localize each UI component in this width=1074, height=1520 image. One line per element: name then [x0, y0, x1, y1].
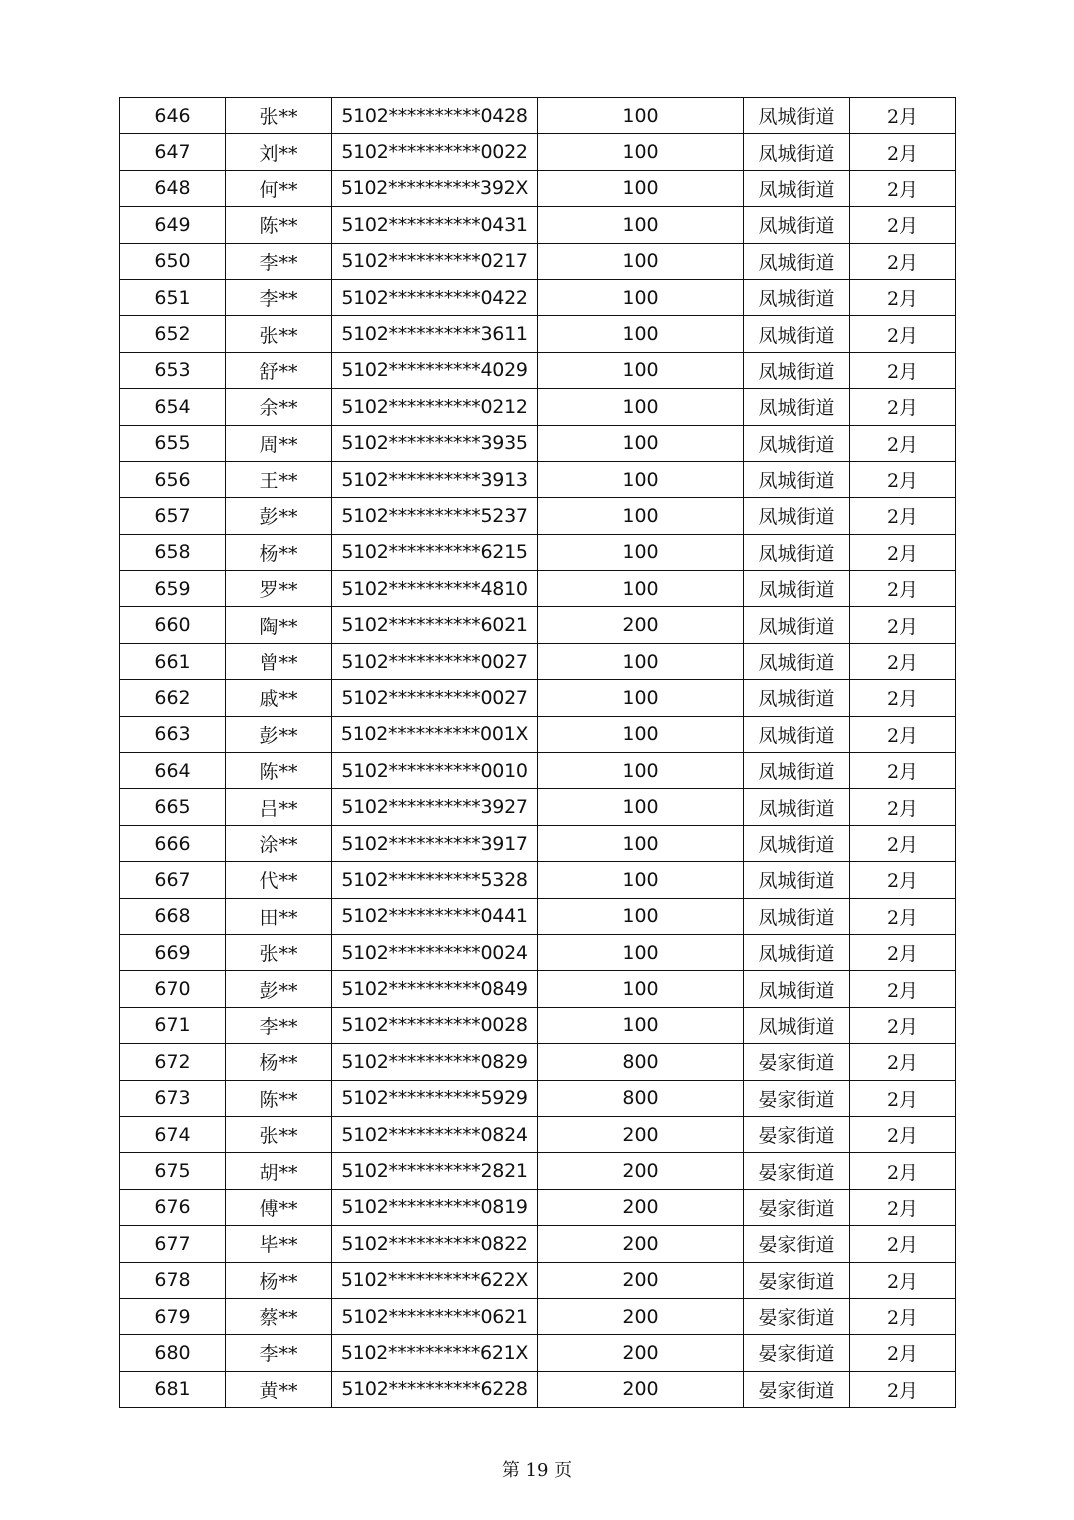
table-row	[120, 498, 956, 534]
cell-month: 2月	[850, 1298, 956, 1334]
cell-name: 罗**	[226, 571, 332, 607]
cell-id-number: 5102**********0422	[332, 279, 538, 315]
cell-street: 凤城街道	[744, 716, 850, 752]
table-row	[120, 170, 956, 206]
cell-street: 凤城街道	[744, 898, 850, 934]
cell-id-number: 5102**********0829	[332, 1044, 538, 1080]
cell-name: 杨**	[226, 1044, 332, 1080]
cell-name: 张**	[226, 98, 332, 134]
cell-number: 662	[120, 680, 226, 716]
table-row	[120, 1335, 956, 1371]
cell-street: 凤城街道	[744, 98, 850, 134]
cell-street: 凤城街道	[744, 389, 850, 425]
cell-id-number: 5102**********3935	[332, 425, 538, 461]
table-row	[120, 316, 956, 352]
cell-amount: 100	[538, 243, 744, 279]
cell-name: 黄**	[226, 1371, 332, 1407]
cell-id-number: 5102**********0849	[332, 971, 538, 1007]
cell-street: 凤城街道	[744, 134, 850, 170]
table-row	[120, 862, 956, 898]
cell-name: 余**	[226, 389, 332, 425]
cell-number: 670	[120, 971, 226, 1007]
table-row	[120, 1371, 956, 1407]
cell-id-number: 5102**********621X	[332, 1335, 538, 1371]
cell-id-number: 5102**********0441	[332, 898, 538, 934]
cell-month: 2月	[850, 98, 956, 134]
cell-number: 675	[120, 1153, 226, 1189]
cell-id-number: 5102**********6021	[332, 607, 538, 643]
cell-month: 2月	[850, 753, 956, 789]
table-row	[120, 98, 956, 134]
cell-id-number: 5102**********0212	[332, 389, 538, 425]
cell-street: 晏家街道	[744, 1262, 850, 1298]
cell-amount: 100	[538, 98, 744, 134]
cell-name: 彭**	[226, 716, 332, 752]
cell-number: 648	[120, 170, 226, 206]
subsidy-table	[119, 97, 956, 1408]
cell-month: 2月	[850, 207, 956, 243]
cell-amount: 100	[538, 643, 744, 679]
cell-amount: 100	[538, 498, 744, 534]
cell-month: 2月	[850, 1116, 956, 1152]
cell-amount: 100	[538, 898, 744, 934]
cell-amount: 200	[538, 607, 744, 643]
table-row	[120, 134, 956, 170]
table-row	[120, 571, 956, 607]
cell-month: 2月	[850, 680, 956, 716]
table-row	[120, 1080, 956, 1116]
cell-amount: 800	[538, 1080, 744, 1116]
cell-number: 673	[120, 1080, 226, 1116]
cell-month: 2月	[850, 571, 956, 607]
cell-id-number: 5102**********3913	[332, 461, 538, 497]
cell-id-number: 5102**********392X	[332, 170, 538, 206]
cell-id-number: 5102**********0819	[332, 1189, 538, 1225]
cell-name: 曾**	[226, 643, 332, 679]
table-row	[120, 1153, 956, 1189]
cell-month: 2月	[850, 461, 956, 497]
cell-number: 677	[120, 1226, 226, 1262]
cell-id-number: 5102**********5237	[332, 498, 538, 534]
cell-number: 664	[120, 753, 226, 789]
cell-month: 2月	[850, 1371, 956, 1407]
cell-name: 张**	[226, 316, 332, 352]
cell-id-number: 5102**********0022	[332, 134, 538, 170]
cell-number: 650	[120, 243, 226, 279]
cell-street: 凤城街道	[744, 571, 850, 607]
cell-number: 653	[120, 352, 226, 388]
cell-number: 660	[120, 607, 226, 643]
cell-id-number: 5102**********0824	[332, 1116, 538, 1152]
cell-id-number: 5102**********4029	[332, 352, 538, 388]
table-row	[120, 716, 956, 752]
cell-month: 2月	[850, 1153, 956, 1189]
cell-number: 655	[120, 425, 226, 461]
cell-amount: 100	[538, 680, 744, 716]
cell-name: 陈**	[226, 753, 332, 789]
cell-street: 凤城街道	[744, 971, 850, 1007]
cell-number: 669	[120, 934, 226, 970]
cell-number: 668	[120, 898, 226, 934]
cell-amount: 100	[538, 753, 744, 789]
table-row	[120, 207, 956, 243]
cell-amount: 100	[538, 316, 744, 352]
cell-amount: 200	[538, 1153, 744, 1189]
cell-id-number: 5102**********3611	[332, 316, 538, 352]
table-row	[120, 1226, 956, 1262]
cell-number: 679	[120, 1298, 226, 1334]
cell-month: 2月	[850, 934, 956, 970]
cell-month: 2月	[850, 607, 956, 643]
cell-street: 凤城街道	[744, 461, 850, 497]
cell-month: 2月	[850, 971, 956, 1007]
cell-street: 凤城街道	[744, 753, 850, 789]
cell-street: 凤城街道	[744, 825, 850, 861]
cell-amount: 100	[538, 534, 744, 570]
cell-month: 2月	[850, 425, 956, 461]
cell-month: 2月	[850, 316, 956, 352]
cell-street: 凤城街道	[744, 1007, 850, 1043]
cell-name: 彭**	[226, 971, 332, 1007]
cell-street: 晏家街道	[744, 1044, 850, 1080]
cell-amount: 100	[538, 934, 744, 970]
cell-month: 2月	[850, 1189, 956, 1225]
cell-amount: 100	[538, 971, 744, 1007]
table-row	[120, 461, 956, 497]
cell-street: 晏家街道	[744, 1153, 850, 1189]
cell-month: 2月	[850, 898, 956, 934]
cell-id-number: 5102**********0027	[332, 643, 538, 679]
table-row	[120, 825, 956, 861]
cell-number: 667	[120, 862, 226, 898]
cell-amount: 200	[538, 1262, 744, 1298]
table-row	[120, 753, 956, 789]
cell-number: 646	[120, 98, 226, 134]
table-row	[120, 1116, 956, 1152]
cell-name: 张**	[226, 1116, 332, 1152]
cell-name: 杨**	[226, 534, 332, 570]
table-row	[120, 1189, 956, 1225]
table-row	[120, 898, 956, 934]
cell-amount: 100	[538, 461, 744, 497]
cell-id-number: 5102**********3917	[332, 825, 538, 861]
cell-amount: 100	[538, 825, 744, 861]
cell-amount: 100	[538, 352, 744, 388]
cell-id-number: 5102**********6215	[332, 534, 538, 570]
cell-street: 凤城街道	[744, 498, 850, 534]
cell-name: 张**	[226, 934, 332, 970]
cell-amount: 200	[538, 1226, 744, 1262]
cell-month: 2月	[850, 534, 956, 570]
cell-street: 凤城街道	[744, 425, 850, 461]
cell-name: 王**	[226, 461, 332, 497]
cell-id-number: 5102**********0621	[332, 1298, 538, 1334]
cell-month: 2月	[850, 170, 956, 206]
cell-amount: 200	[538, 1298, 744, 1334]
cell-amount: 100	[538, 389, 744, 425]
cell-id-number: 5102**********2821	[332, 1153, 538, 1189]
cell-month: 2月	[850, 1007, 956, 1043]
cell-amount: 100	[538, 425, 744, 461]
cell-id-number: 5102**********5328	[332, 862, 538, 898]
cell-name: 刘**	[226, 134, 332, 170]
cell-amount: 100	[538, 1007, 744, 1043]
table-row	[120, 1262, 956, 1298]
cell-id-number: 5102**********0028	[332, 1007, 538, 1043]
cell-number: 656	[120, 461, 226, 497]
cell-id-number: 5102**********0010	[332, 753, 538, 789]
cell-name: 何**	[226, 170, 332, 206]
cell-number: 649	[120, 207, 226, 243]
cell-name: 涂**	[226, 825, 332, 861]
cell-number: 663	[120, 716, 226, 752]
cell-name: 陈**	[226, 1080, 332, 1116]
cell-id-number: 5102**********6228	[332, 1371, 538, 1407]
cell-month: 2月	[850, 862, 956, 898]
cell-amount: 100	[538, 134, 744, 170]
cell-amount: 200	[538, 1371, 744, 1407]
cell-number: 647	[120, 134, 226, 170]
cell-name: 李**	[226, 1007, 332, 1043]
cell-amount: 100	[538, 789, 744, 825]
cell-name: 舒**	[226, 352, 332, 388]
table-row	[120, 934, 956, 970]
cell-name: 李**	[226, 1335, 332, 1371]
cell-number: 657	[120, 498, 226, 534]
cell-id-number: 5102**********001X	[332, 716, 538, 752]
cell-number: 659	[120, 571, 226, 607]
cell-number: 661	[120, 643, 226, 679]
cell-month: 2月	[850, 352, 956, 388]
cell-number: 680	[120, 1335, 226, 1371]
cell-month: 2月	[850, 643, 956, 679]
cell-number: 671	[120, 1007, 226, 1043]
cell-name: 戚**	[226, 680, 332, 716]
cell-number: 651	[120, 279, 226, 315]
cell-month: 2月	[850, 389, 956, 425]
cell-month: 2月	[850, 825, 956, 861]
table-row	[120, 243, 956, 279]
cell-month: 2月	[850, 279, 956, 315]
cell-id-number: 5102**********0431	[332, 207, 538, 243]
cell-street: 凤城街道	[744, 680, 850, 716]
cell-name: 彭**	[226, 498, 332, 534]
cell-street: 凤城街道	[744, 279, 850, 315]
page-number: 第 19 页	[501, 1460, 573, 1481]
cell-number: 658	[120, 534, 226, 570]
table-row	[120, 279, 956, 315]
cell-street: 晏家街道	[744, 1116, 850, 1152]
cell-street: 晏家街道	[744, 1189, 850, 1225]
table-row	[120, 352, 956, 388]
table-row	[120, 425, 956, 461]
cell-name: 代**	[226, 862, 332, 898]
cell-street: 晏家街道	[744, 1371, 850, 1407]
cell-street: 凤城街道	[744, 643, 850, 679]
cell-street: 凤城街道	[744, 170, 850, 206]
cell-amount: 100	[538, 207, 744, 243]
cell-number: 678	[120, 1262, 226, 1298]
table-row	[120, 1298, 956, 1334]
cell-id-number: 5102**********622X	[332, 1262, 538, 1298]
cell-month: 2月	[850, 716, 956, 752]
table-row	[120, 1044, 956, 1080]
cell-number: 681	[120, 1371, 226, 1407]
cell-name: 胡**	[226, 1153, 332, 1189]
cell-id-number: 5102**********5929	[332, 1080, 538, 1116]
cell-id-number: 5102**********0027	[332, 680, 538, 716]
cell-id-number: 5102**********3927	[332, 789, 538, 825]
cell-number: 654	[120, 389, 226, 425]
cell-street: 晏家街道	[744, 1335, 850, 1371]
cell-amount: 100	[538, 279, 744, 315]
cell-name: 吕**	[226, 789, 332, 825]
cell-month: 2月	[850, 1262, 956, 1298]
cell-amount: 800	[538, 1044, 744, 1080]
cell-amount: 100	[538, 862, 744, 898]
cell-month: 2月	[850, 789, 956, 825]
table-row	[120, 643, 956, 679]
cell-month: 2月	[850, 498, 956, 534]
cell-id-number: 5102**********0822	[332, 1226, 538, 1262]
cell-street: 凤城街道	[744, 243, 850, 279]
cell-name: 傅**	[226, 1189, 332, 1225]
cell-name: 李**	[226, 279, 332, 315]
cell-name: 周**	[226, 425, 332, 461]
table-row	[120, 534, 956, 570]
cell-number: 674	[120, 1116, 226, 1152]
table-body	[120, 98, 956, 1408]
cell-number: 665	[120, 789, 226, 825]
cell-name: 陈**	[226, 207, 332, 243]
table-row	[120, 680, 956, 716]
cell-amount: 200	[538, 1189, 744, 1225]
cell-street: 凤城街道	[744, 934, 850, 970]
table-row	[120, 971, 956, 1007]
cell-street: 晏家街道	[744, 1226, 850, 1262]
cell-street: 凤城街道	[744, 862, 850, 898]
cell-name: 李**	[226, 243, 332, 279]
cell-name: 蔡**	[226, 1298, 332, 1334]
cell-street: 晏家街道	[744, 1298, 850, 1334]
cell-name: 田**	[226, 898, 332, 934]
table-row	[120, 607, 956, 643]
cell-street: 凤城街道	[744, 316, 850, 352]
cell-street: 凤城街道	[744, 789, 850, 825]
cell-street: 凤城街道	[744, 534, 850, 570]
cell-month: 2月	[850, 1080, 956, 1116]
cell-month: 2月	[850, 1044, 956, 1080]
cell-street: 凤城街道	[744, 352, 850, 388]
cell-number: 666	[120, 825, 226, 861]
cell-id-number: 5102**********0217	[332, 243, 538, 279]
cell-amount: 200	[538, 1116, 744, 1152]
cell-amount: 100	[538, 170, 744, 206]
cell-amount: 100	[538, 716, 744, 752]
cell-street: 凤城街道	[744, 207, 850, 243]
cell-id-number: 5102**********0428	[332, 98, 538, 134]
table-row	[120, 389, 956, 425]
cell-name: 毕**	[226, 1226, 332, 1262]
cell-number: 676	[120, 1189, 226, 1225]
cell-street: 晏家街道	[744, 1080, 850, 1116]
cell-id-number: 5102**********4810	[332, 571, 538, 607]
cell-month: 2月	[850, 243, 956, 279]
cell-number: 672	[120, 1044, 226, 1080]
cell-amount: 200	[538, 1335, 744, 1371]
cell-month: 2月	[850, 134, 956, 170]
cell-street: 凤城街道	[744, 607, 850, 643]
table-row	[120, 789, 956, 825]
cell-number: 652	[120, 316, 226, 352]
cell-amount: 100	[538, 571, 744, 607]
cell-id-number: 5102**********0024	[332, 934, 538, 970]
cell-month: 2月	[850, 1335, 956, 1371]
cell-name: 杨**	[226, 1262, 332, 1298]
table-row	[120, 1007, 956, 1043]
cell-month: 2月	[850, 1226, 956, 1262]
cell-name: 陶**	[226, 607, 332, 643]
